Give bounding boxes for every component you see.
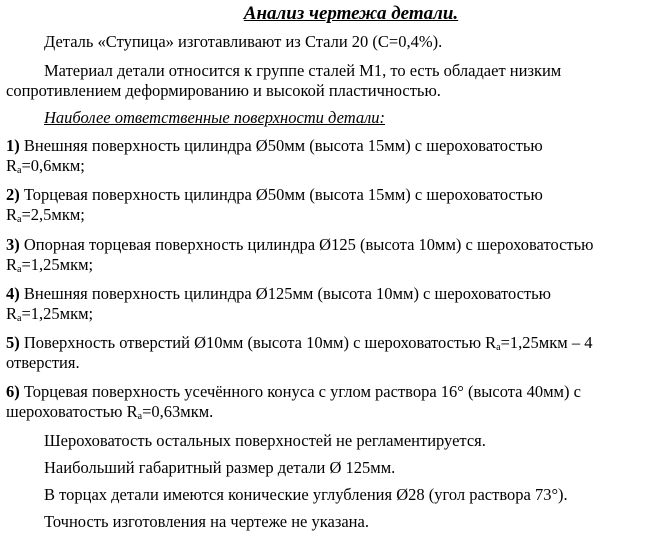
surface-number: 2) (6, 185, 20, 204)
document-title: Анализ чертежа детали. (243, 3, 459, 24)
surface-item-5 (6, 333, 658, 373)
surface-description: Опорная торцевая поверхность цилиндра Ø125 (высота 10мм) с шероховатостью (19, 235, 594, 254)
intro-paragraph-steel-group: Материал детали относится к группе сталей М1, то есть обладает низким сопротивлением деформированию и высокой пластичностью. (6, 61, 562, 100)
closing-paragraph-roughness: Шероховатость остальных поверхностей не регламентируется. (44, 431, 486, 450)
roughness-subscript: a (137, 411, 143, 422)
surface-tail: отверстия. (6, 353, 80, 372)
roughness-subscript: a (17, 214, 22, 225)
surface-item-2 (6, 185, 658, 225)
roughness-subscript: a (17, 313, 22, 324)
roughness-value: =1,25мкм; (21, 304, 94, 323)
surface-number: 3) (6, 235, 20, 254)
roughness-subscript: a (496, 342, 501, 353)
roughness-value: =0,6мкм; (21, 156, 85, 175)
roughness-symbol: R (6, 156, 18, 175)
intro-paragraph-material: Деталь «Ступица» изготавливают из Стали 20 (С=0,4%). (44, 32, 443, 51)
roughness-subscript: a (17, 165, 22, 176)
surface-number: 6) (6, 382, 20, 401)
roughness-symbol: R (6, 255, 18, 274)
surfaces-heading-line (6, 108, 658, 128)
closing-paragraph-max-size: Наибольший габаритный размер детали Ø 125мм. (44, 458, 396, 477)
closing-paragraph-accuracy: Точность изготовления на чертеже не указана. (44, 512, 369, 531)
roughness-value: =1,25мкм – 4 (500, 333, 593, 352)
surface-item-4 (6, 284, 658, 324)
roughness-value: =1,25мкм; (21, 255, 94, 274)
surface-item-6 (6, 382, 658, 422)
roughness-value: =0,63мкм. (142, 402, 214, 421)
roughness-symbol: R (126, 402, 138, 421)
surfaces-heading: Наиболее ответственные поверхности детали: (44, 108, 386, 127)
surface-item-3 (6, 235, 658, 275)
surface-description: Внешняя поверхность цилиндра Ø50мм (высота 15мм) с шероховатостью (19, 136, 543, 155)
surface-description: Торцевая поверхность цилиндра Ø50мм (высота 15мм) с шероховатостью (19, 185, 543, 204)
surface-number: 1) (6, 136, 20, 155)
surface-number: 5) (6, 333, 20, 352)
roughness-symbol: R (6, 205, 18, 224)
roughness-symbol: R (485, 333, 497, 352)
roughness-value: =2,5мкм; (21, 205, 85, 224)
surface-description: Торцевая поверхность усечённого конуса с углом раствора 16° (высота 40мм) с шероховатостью (6, 382, 581, 421)
closing-paragraph-conical-recesses: В торцах детали имеются конические углубления Ø28 (угол раствора 73°). (44, 485, 568, 504)
surface-description: Поверхность отверстий Ø10мм (высота 10мм) с шероховатостью (19, 333, 486, 352)
roughness-symbol: R (6, 304, 18, 323)
surface-item-1 (6, 136, 658, 176)
roughness-subscript: a (17, 264, 22, 275)
surface-number: 4) (6, 284, 20, 303)
surface-description: Внешняя поверхность цилиндра Ø125мм (высота 10мм) с шероховатостью (19, 284, 552, 303)
